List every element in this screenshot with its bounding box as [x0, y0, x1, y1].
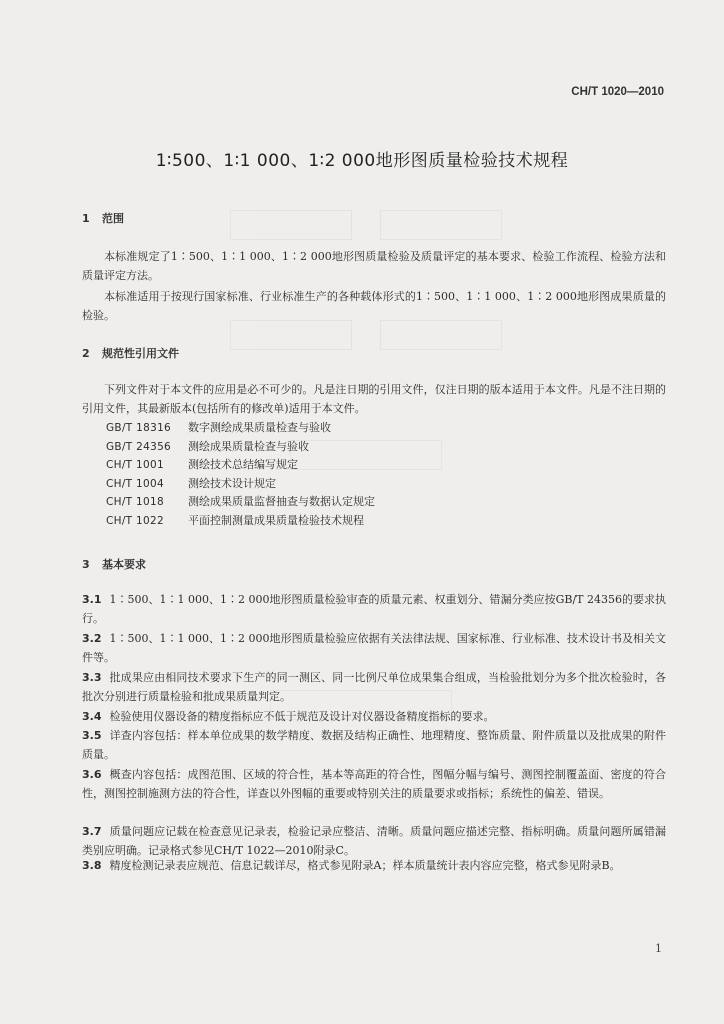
clause-3-5: [82, 726, 666, 764]
reference-code: CH/T 1018: [106, 496, 164, 509]
clause-text: 精度检测记录表应规范、信息记载详尽，格式参见附录A；样本质量统计表内容应完整，格式参见附录B。: [109, 859, 621, 872]
clause-3-4: [82, 707, 666, 726]
clause-number: 3.2: [82, 632, 102, 645]
clause-3-2: [82, 629, 666, 667]
clause-3-3: [82, 668, 666, 706]
section-3-heading: [82, 556, 146, 572]
reference-list: [106, 419, 375, 531]
clause-text: 详查内容包括：样本单位成果的数学精度、数据及结构正确性、地理精度、整饰质量、附件质量以及批成果的附件质量。: [82, 729, 666, 761]
reference-title: 平面控制测量成果质量检验技术规程: [188, 513, 364, 527]
clause-number: 3.1: [82, 593, 102, 606]
reference-code: CH/T 1022: [106, 514, 164, 527]
reference-code: GB/T 18316: [106, 422, 172, 434]
clause-text: 检验使用仪器设备的精度指标应不低于规范及设计对仪器设备精度指标的要求。: [109, 710, 495, 723]
section-2-title: 规范性引用文件: [102, 347, 179, 360]
reference-title: 测绘成果质量检查与验收: [188, 439, 309, 453]
section-1-title: 范围: [102, 212, 124, 225]
section-2-heading: [82, 345, 179, 361]
reference-item: [106, 438, 375, 457]
clause-number: 3.6: [82, 768, 102, 781]
standard-code: CH/T 1020—2010: [571, 86, 664, 98]
reference-code: CH/T 1004: [106, 477, 164, 490]
reference-title: 测绘技术总结编写规定: [188, 458, 298, 472]
reference-item: [106, 512, 375, 531]
reference-item: [106, 419, 375, 438]
reference-code: GB/T 24356: [106, 440, 172, 453]
reference-title: 测绘成果质量监督抽查与数据认定规定: [188, 495, 375, 509]
clause-text: 1∶500、1∶1 000、1∶2 000地形图质量检验审查的质量元素、权重划分、错漏分类应按GB/T 24356的要求执行。: [82, 593, 666, 625]
clause-number: 3.7: [82, 825, 102, 838]
document-title: 1∶500、1∶1 000、1∶2 000地形图质量检验技术规程: [155, 151, 569, 171]
page-number: 1: [655, 942, 662, 955]
reference-item: [106, 456, 375, 475]
section-2-number: 2: [82, 347, 90, 360]
clause-text: 1∶500、1∶1 000、1∶2 000地形图质量检验应依据有关法律法规、国家标准、行业标准、技术设计书及相关文件等。: [82, 632, 666, 664]
section-1-paragraph-1: 本标准规定了1∶500、1∶1 000、1∶2 000地形图质量检验及质量评定的基本要求、检验工作流程、检验方法和质量评定方法。: [82, 250, 666, 282]
clause-3-1: [82, 590, 666, 628]
section-1-heading: [82, 210, 124, 226]
reference-code: CH/T 1001: [106, 459, 164, 472]
section-1-number: 1: [82, 212, 90, 225]
reference-title: 数字测绘成果质量检查与验收: [188, 421, 331, 434]
clause-text: 批成果应由相同技术要求下生产的同一测区、同一比例尺单位成果集合组成，当检验批划分为多个批次检验时，各批次分别进行质量检验和批成果质量判定。: [82, 671, 666, 703]
clause-number: 3.3: [82, 671, 102, 684]
reference-item: [106, 475, 375, 494]
section-3-number: 3: [82, 558, 90, 571]
reference-title: 测绘技术设计规定: [188, 476, 276, 490]
clause-3-7: [82, 822, 666, 860]
clause-3-6: [82, 765, 666, 803]
section-1-paragraph-2: 本标准适用于按现行国家标准、行业标准生产的各种载体形式的1∶500、1∶1 000、1∶2 000地形图成果质量的检验。: [82, 290, 666, 322]
reference-item: [106, 493, 375, 512]
clause-number: 3.5: [82, 729, 102, 742]
clause-text: 质量问题应记载在检查意见记录表，检验记录应整洁、清晰。质量问题应描述完整、指标明确。质量问题所属错漏类别应明确。记录格式参见CH/T 1022—2010附录C。: [82, 825, 666, 857]
clause-text: 概查内容包括：成图范围、区域的符合性，基本等高距的符合性，图幅分幅与编号、测图控制覆盖面、密度的符合性，测图控制施测方法的符合性，详查以外图幅的重要或特别关注的质量要求或指标；系统性的偏差、错误。: [82, 768, 666, 800]
section-2-intro: 下列文件对于本文件的应用是必不可少的。凡是注日期的引用文件，仅注日期的版本适用于本文件。凡是不注日期的引用文件，其最新版本(包括所有的修改单)适用于本文件。: [82, 383, 666, 415]
clause-3-8: [82, 856, 666, 875]
clause-number: 3.4: [82, 710, 102, 723]
section-3-title: 基本要求: [102, 558, 146, 571]
clause-number: 3.8: [82, 859, 102, 872]
